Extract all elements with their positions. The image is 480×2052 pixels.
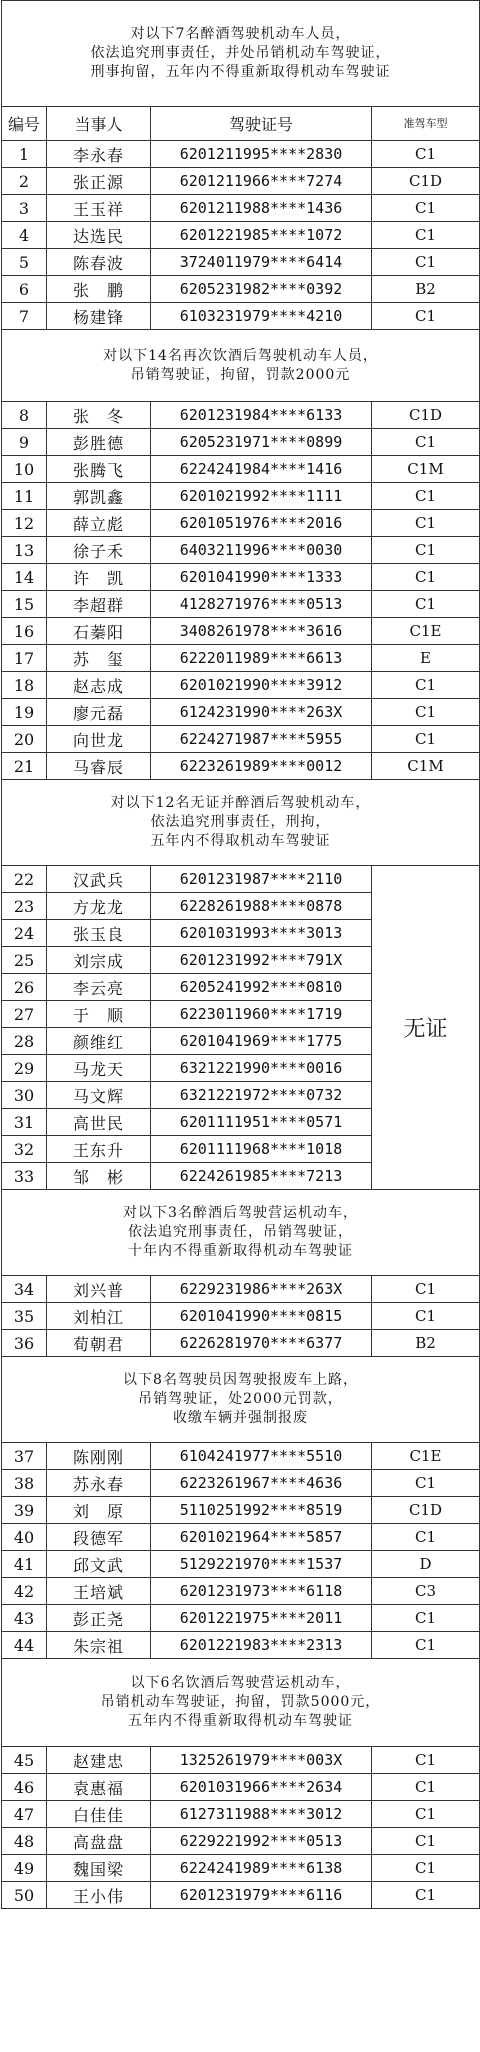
row-number: 47 (2, 1801, 47, 1828)
table-row (2, 249, 480, 276)
party-name: 王培斌 (47, 1578, 151, 1605)
table-row (2, 618, 480, 645)
row-number: 36 (2, 1330, 47, 1357)
license-number: 6228261988****0878 (151, 893, 372, 920)
license-number: 6201041990****0815 (151, 1303, 372, 1330)
license-number: 6201051976****2016 (151, 510, 372, 537)
party-name: 苏永春 (47, 1470, 151, 1497)
section-header-line: 依法追究刑事责任，并处吊销机动车驾驶证， (90, 45, 391, 61)
table-row (2, 672, 480, 699)
table-row (2, 141, 480, 168)
party-name: 朱宗祖 (47, 1632, 151, 1659)
license-class: E (372, 645, 480, 672)
row-number: 16 (2, 618, 47, 645)
party-name: 李永春 (47, 141, 151, 168)
license-number: 6201021992****1111 (151, 483, 372, 510)
party-name: 王小伟 (47, 1882, 151, 1909)
table-row (2, 483, 480, 510)
section-header (2, 1190, 480, 1276)
license-number: 6201221983****2313 (151, 1632, 372, 1659)
table-row (2, 1578, 480, 1605)
license-class: B2 (372, 276, 480, 303)
table-row (2, 303, 480, 330)
license-number: 6205231982****0392 (151, 276, 372, 303)
row-number: 24 (2, 920, 47, 947)
table-row (2, 1303, 480, 1330)
row-number: 23 (2, 893, 47, 920)
license-class: C1 (372, 1524, 480, 1551)
party-name: 张正源 (47, 168, 151, 195)
license-class: C1 (372, 141, 480, 168)
party-name: 苏 玺 (47, 645, 151, 672)
license-class: D (372, 1551, 480, 1578)
license-class: C1 (372, 1882, 480, 1909)
table-row (2, 699, 480, 726)
license-number: 6224261985****7213 (151, 1163, 372, 1190)
row-number: 33 (2, 1163, 47, 1190)
table-row (2, 168, 480, 195)
license-class: C1D (372, 402, 480, 429)
license-number: 6201021990****3912 (151, 672, 372, 699)
license-number: 6201231992****791X (151, 947, 372, 974)
license-class: C1 (372, 249, 480, 276)
row-number: 30 (2, 1082, 47, 1109)
party-name: 赵建忠 (47, 1747, 151, 1774)
row-number: 18 (2, 672, 47, 699)
row-number: 42 (2, 1578, 47, 1605)
license-class: C1 (372, 303, 480, 330)
license-class: C1 (372, 1855, 480, 1882)
row-number: 19 (2, 699, 47, 726)
section-header-line: 五年内不得取机动车驾驶证 (150, 833, 331, 849)
row-number: 49 (2, 1855, 47, 1882)
row-number: 50 (2, 1882, 47, 1909)
license-number: 6201031966****2634 (151, 1774, 372, 1801)
row-number: 7 (2, 303, 47, 330)
row-number: 6 (2, 276, 47, 303)
license-number: 6201211966****7274 (151, 168, 372, 195)
license-class: C1 (372, 1470, 480, 1497)
license-class: C1E (372, 1443, 480, 1470)
party-name: 赵志成 (47, 672, 151, 699)
section-header (2, 1, 480, 107)
party-name: 高盘盘 (47, 1828, 151, 1855)
license-number: 5129221970****1537 (151, 1551, 372, 1578)
row-number: 5 (2, 249, 47, 276)
license-number: 6223261967****4636 (151, 1470, 372, 1497)
license-class: C1 (372, 1747, 480, 1774)
table-row (2, 429, 480, 456)
row-number: 39 (2, 1497, 47, 1524)
section-header-line: 五年内不得重新取得机动车驾驶证 (128, 1713, 353, 1729)
party-name: 彭胜德 (47, 429, 151, 456)
table-row (2, 564, 480, 591)
license-class: B2 (372, 1330, 480, 1357)
license-class: C1 (372, 672, 480, 699)
license-class: C1 (372, 537, 480, 564)
party-name: 王东升 (47, 1136, 151, 1163)
license-number: 6201041969****1775 (151, 1028, 372, 1055)
section-header-line: 对以下12名无证并醉酒后驾驶机动车， (110, 795, 371, 811)
row-number: 26 (2, 974, 47, 1001)
party-name: 廖元磊 (47, 699, 151, 726)
row-number: 4 (2, 222, 47, 249)
license-number: 1325261979****003X (151, 1747, 372, 1774)
party-name: 白佳佳 (47, 1801, 151, 1828)
party-name: 郭凯鑫 (47, 483, 151, 510)
license-class: C1 (372, 222, 480, 249)
row-number: 35 (2, 1303, 47, 1330)
party-name: 张玉良 (47, 920, 151, 947)
row-number: 9 (2, 429, 47, 456)
party-name: 李云亮 (47, 974, 151, 1001)
license-number: 3724011979****6414 (151, 249, 372, 276)
row-number: 20 (2, 726, 47, 753)
license-number: 6226281970****6377 (151, 1330, 372, 1357)
license-number: 6201211995****2830 (151, 141, 372, 168)
license-class: C1E (372, 618, 480, 645)
license-class: C1 (372, 1632, 480, 1659)
row-number: 45 (2, 1747, 47, 1774)
license-number: 6201111951****0571 (151, 1109, 372, 1136)
party-name: 陈春波 (47, 249, 151, 276)
license-number: 6103231979****4210 (151, 303, 372, 330)
license-number: 6124231990****263X (151, 699, 372, 726)
license-number: 6321221990****0016 (151, 1055, 372, 1082)
penalty-list-document (1, 0, 479, 1909)
license-number: 4128271976****0513 (151, 591, 372, 618)
row-number: 27 (2, 1001, 47, 1028)
row-number: 31 (2, 1109, 47, 1136)
party-name: 马龙天 (47, 1055, 151, 1082)
party-name: 刘 原 (47, 1497, 151, 1524)
section-header-line: 对以下7名醉酒驾驶机动车人员， (130, 26, 351, 42)
party-name: 刘兴普 (47, 1276, 151, 1303)
license-class: C1 (372, 1605, 480, 1632)
party-name: 高世民 (47, 1109, 151, 1136)
table-row (2, 1882, 480, 1909)
column-header-party: 当事人 (47, 107, 151, 141)
party-name: 汉武兵 (47, 866, 151, 893)
party-name: 颜维红 (47, 1028, 151, 1055)
license-number: 6201111968****1018 (151, 1136, 372, 1163)
row-number: 38 (2, 1470, 47, 1497)
table-row (2, 195, 480, 222)
section-header (2, 1659, 480, 1747)
row-number: 12 (2, 510, 47, 537)
license-class: C1 (372, 1801, 480, 1828)
no-license-cell: 无证 (372, 866, 480, 1190)
license-class: C1 (372, 1276, 480, 1303)
section-header-line: 吊销驾驶证，处2000元罚款， (138, 1391, 343, 1407)
column-header-row (2, 107, 480, 141)
license-class: C1 (372, 429, 480, 456)
party-name: 邹 彬 (47, 1163, 151, 1190)
row-number: 15 (2, 591, 47, 618)
party-name: 荀朝君 (47, 1330, 151, 1357)
row-number: 48 (2, 1828, 47, 1855)
section-header-line: 十年内不得重新取得机动车驾驶证 (128, 1243, 353, 1259)
license-number: 6127311988****3012 (151, 1801, 372, 1828)
table-row (2, 645, 480, 672)
license-class: C1 (372, 591, 480, 618)
license-number: 6205231971****0899 (151, 429, 372, 456)
table-row (2, 276, 480, 303)
section-header-line: 刑事拘留，五年内不得重新取得机动车驾驶证 (90, 64, 391, 80)
table-row (2, 1801, 480, 1828)
section-header-row (2, 1190, 480, 1276)
section-header-line: 收缴车辆并强制报废 (173, 1410, 308, 1426)
section-header-line: 对以下14名再次饮酒后驾驶机动车人员， (103, 347, 378, 364)
table-row (2, 537, 480, 564)
section-header-row (2, 330, 480, 402)
row-number: 2 (2, 168, 47, 195)
party-name: 于 顺 (47, 1001, 151, 1028)
row-number: 32 (2, 1136, 47, 1163)
section-header (2, 330, 480, 402)
penalty-list-table (1, 0, 480, 1909)
license-class: C1M (372, 753, 480, 780)
license-number: 5110251992****8519 (151, 1497, 372, 1524)
license-number: 6201221985****1072 (151, 222, 372, 249)
row-number: 1 (2, 141, 47, 168)
license-class: C1M (372, 456, 480, 483)
row-number: 44 (2, 1632, 47, 1659)
row-number: 29 (2, 1055, 47, 1082)
table-row (2, 1747, 480, 1774)
party-name: 马文辉 (47, 1082, 151, 1109)
license-number: 6201031993****3013 (151, 920, 372, 947)
section-header-row (2, 780, 480, 866)
row-number: 46 (2, 1774, 47, 1801)
section-header-row (2, 1659, 480, 1747)
license-class: C1 (372, 483, 480, 510)
party-name: 袁惠福 (47, 1774, 151, 1801)
row-number: 14 (2, 564, 47, 591)
party-name: 张 冬 (47, 402, 151, 429)
license-number: 6201211988****1436 (151, 195, 372, 222)
license-class: C1D (372, 168, 480, 195)
party-name: 薛立彪 (47, 510, 151, 537)
party-name: 魏国梁 (47, 1855, 151, 1882)
table-row (2, 1551, 480, 1578)
party-name: 石蓁阳 (47, 618, 151, 645)
license-class: C1 (372, 726, 480, 753)
license-number: 3408261978****3616 (151, 618, 372, 645)
row-number: 10 (2, 456, 47, 483)
table-row (2, 222, 480, 249)
party-name: 王玉祥 (47, 195, 151, 222)
row-number: 43 (2, 1605, 47, 1632)
table-row (2, 510, 480, 537)
section-header-row (2, 1, 480, 107)
row-number: 22 (2, 866, 47, 893)
party-name: 邱文武 (47, 1551, 151, 1578)
row-number: 13 (2, 537, 47, 564)
table-row (2, 1605, 480, 1632)
license-number: 6205241992****0810 (151, 974, 372, 1001)
row-number: 34 (2, 1276, 47, 1303)
license-number: 6201021964****5857 (151, 1524, 372, 1551)
license-class: C1 (372, 699, 480, 726)
party-name: 马睿辰 (47, 753, 151, 780)
party-name: 李超群 (47, 591, 151, 618)
license-class: C1 (372, 1303, 480, 1330)
license-number: 6201231973****6118 (151, 1578, 372, 1605)
row-number: 37 (2, 1443, 47, 1470)
license-class: C1 (372, 510, 480, 537)
party-name: 彭正尧 (47, 1605, 151, 1632)
party-name: 向世龙 (47, 726, 151, 753)
table-row (2, 866, 480, 893)
column-header-no: 编号 (2, 107, 47, 141)
license-number: 6321221972****0732 (151, 1082, 372, 1109)
license-number: 6223011960****1719 (151, 1001, 372, 1028)
table-row (2, 591, 480, 618)
row-number: 8 (2, 402, 47, 429)
license-class: C1 (372, 1828, 480, 1855)
table-row (2, 456, 480, 483)
party-name: 方龙龙 (47, 893, 151, 920)
row-number: 41 (2, 1551, 47, 1578)
table-row (2, 1276, 480, 1303)
party-name: 段德军 (47, 1524, 151, 1551)
section-header-line: 依法追究刑事责任，刑拘， (150, 814, 331, 830)
section-header-line: 吊销驾驶证，拘留，罚款2000元 (130, 366, 351, 383)
table-row (2, 1470, 480, 1497)
license-number: 6229221992****0513 (151, 1828, 372, 1855)
table-row (2, 1632, 480, 1659)
table-row (2, 726, 480, 753)
license-class: C1 (372, 1774, 480, 1801)
party-name: 刘宗成 (47, 947, 151, 974)
license-number: 6222011989****6613 (151, 645, 372, 672)
row-number: 21 (2, 753, 47, 780)
column-header-license_no: 驾驶证号 (151, 107, 372, 141)
license-number: 6403211996****0030 (151, 537, 372, 564)
table-row (2, 1855, 480, 1882)
party-name: 许 凯 (47, 564, 151, 591)
party-name: 达选民 (47, 222, 151, 249)
row-number: 40 (2, 1524, 47, 1551)
license-class: C3 (372, 1578, 480, 1605)
section-header (2, 780, 480, 866)
license-number: 6201231984****6133 (151, 402, 372, 429)
table-row (2, 1524, 480, 1551)
row-number: 28 (2, 1028, 47, 1055)
table-row (2, 753, 480, 780)
license-class: C1 (372, 564, 480, 591)
section-header-line: 对以下3名醉酒后驾驶营运机动车， (123, 1205, 358, 1221)
section-header-row (2, 1357, 480, 1443)
license-class: C1D (372, 1497, 480, 1524)
license-number: 6224271987****5955 (151, 726, 372, 753)
license-class: C1 (372, 195, 480, 222)
column-header-class: 准驾车型 (372, 107, 480, 141)
license-number: 6224241984****1416 (151, 456, 372, 483)
table-row (2, 402, 480, 429)
license-number: 6201221975****2011 (151, 1605, 372, 1632)
party-name: 张腾飞 (47, 456, 151, 483)
party-name: 杨建锋 (47, 303, 151, 330)
section-header-line: 以下8名驾驶员因驾驶报废车上路， (123, 1372, 358, 1388)
party-name: 张 鹏 (47, 276, 151, 303)
table-row (2, 1330, 480, 1357)
row-number: 25 (2, 947, 47, 974)
row-number: 11 (2, 483, 47, 510)
section-header (2, 1357, 480, 1443)
row-number: 3 (2, 195, 47, 222)
party-name: 陈刚刚 (47, 1443, 151, 1470)
table-row (2, 1774, 480, 1801)
license-number: 6223261989****0012 (151, 753, 372, 780)
row-number: 17 (2, 645, 47, 672)
party-name: 刘柏江 (47, 1303, 151, 1330)
license-number: 6201231987****2110 (151, 866, 372, 893)
party-name: 徐子禾 (47, 537, 151, 564)
section-header-line: 依法追究刑事责任，吊销驾驶证， (128, 1224, 353, 1240)
license-number: 6201041990****1333 (151, 564, 372, 591)
table-row (2, 1828, 480, 1855)
license-number: 6229231986****263X (151, 1276, 372, 1303)
section-header-line: 以下6名饮酒后驾驶营运机动车， (130, 1675, 351, 1691)
table-row (2, 1497, 480, 1524)
license-number: 6224241989****6138 (151, 1855, 372, 1882)
license-number: 6201231979****6116 (151, 1882, 372, 1909)
license-number: 6104241977****5510 (151, 1443, 372, 1470)
table-row (2, 1443, 480, 1470)
section-header-line: 吊销机动车驾驶证，拘留，罚款5000元， (100, 1694, 381, 1710)
